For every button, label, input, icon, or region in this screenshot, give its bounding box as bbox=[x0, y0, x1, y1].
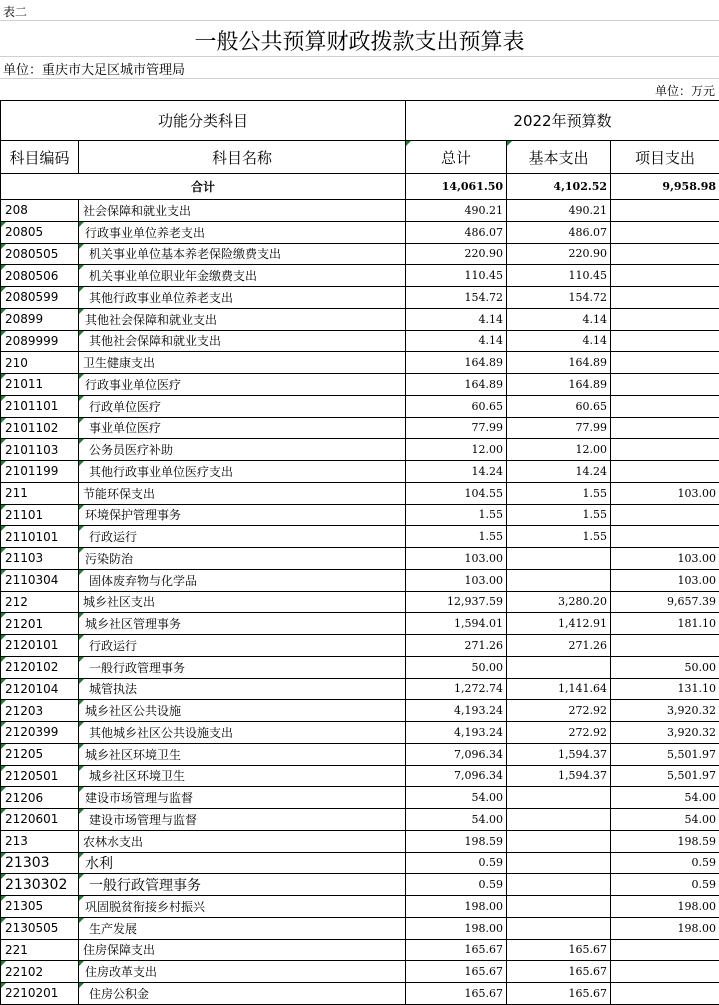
row-name: 行政事业单位医疗 bbox=[79, 374, 406, 396]
row-total: 60.65 bbox=[406, 395, 507, 417]
row-name: 住房保障支出 bbox=[79, 939, 406, 961]
row-project bbox=[611, 461, 719, 483]
row-project bbox=[611, 200, 719, 222]
row-project: 103.00 bbox=[611, 482, 719, 504]
row-total: 220.90 bbox=[406, 243, 507, 265]
row-name: 城乡社区管理事务 bbox=[79, 613, 406, 635]
row-total: 1,272.74 bbox=[406, 678, 507, 700]
table-row bbox=[1, 961, 719, 983]
header-code: 科目编码 bbox=[1, 141, 79, 174]
title-row bbox=[0, 20, 719, 57]
row-code: 2110101 bbox=[1, 526, 79, 548]
table-row bbox=[1, 700, 719, 722]
row-project: 5,501.97 bbox=[611, 765, 719, 787]
row-code: 2120501 bbox=[1, 765, 79, 787]
row-basic: 1.55 bbox=[507, 526, 611, 548]
row-project bbox=[611, 330, 719, 352]
row-name: 其他社会保障和就业支出 bbox=[79, 308, 406, 330]
total-project: 9,958.98 bbox=[611, 174, 719, 200]
table-row bbox=[1, 874, 719, 896]
row-total: 12,937.59 bbox=[406, 591, 507, 613]
row-project: 131.10 bbox=[611, 678, 719, 700]
row-total: 77.99 bbox=[406, 417, 507, 439]
row-name: 城乡社区公共设施 bbox=[79, 700, 406, 722]
row-name: 事业单位医疗 bbox=[79, 417, 406, 439]
row-code: 212 bbox=[1, 591, 79, 613]
row-code: 211 bbox=[1, 482, 79, 504]
row-name: 其他行政事业单位养老支出 bbox=[79, 287, 406, 309]
row-code: 21201 bbox=[1, 613, 79, 635]
row-code: 221 bbox=[1, 939, 79, 961]
row-project: 198.00 bbox=[611, 896, 719, 918]
budget-table-body bbox=[1, 101, 719, 1005]
row-project: 50.00 bbox=[611, 656, 719, 678]
row-basic: 4.14 bbox=[507, 308, 611, 330]
row-code: 21103 bbox=[1, 548, 79, 570]
row-project: 0.59 bbox=[611, 852, 719, 874]
row-total: 198.00 bbox=[406, 917, 507, 939]
row-name: 住房改革支出 bbox=[79, 961, 406, 983]
row-basic bbox=[507, 852, 611, 874]
row-project: 198.59 bbox=[611, 830, 719, 852]
row-basic bbox=[507, 917, 611, 939]
row-total: 0.59 bbox=[406, 852, 507, 874]
table-row bbox=[1, 395, 719, 417]
table-row bbox=[1, 656, 719, 678]
table-row bbox=[1, 743, 719, 765]
row-basic bbox=[507, 809, 611, 831]
table-row bbox=[1, 917, 719, 939]
row-basic bbox=[507, 569, 611, 591]
row-name: 一般行政管理事务 bbox=[79, 656, 406, 678]
row-total: 4,193.24 bbox=[406, 700, 507, 722]
row-total: 1.55 bbox=[406, 526, 507, 548]
row-basic: 14.24 bbox=[507, 461, 611, 483]
row-project bbox=[611, 939, 719, 961]
unit-org: 单位：重庆市大足区城市管理局 bbox=[3, 59, 185, 78]
row-basic: 272.92 bbox=[507, 700, 611, 722]
table-row bbox=[1, 417, 719, 439]
row-code: 2120399 bbox=[1, 722, 79, 744]
row-basic: 1.55 bbox=[507, 482, 611, 504]
table-row bbox=[1, 308, 719, 330]
row-basic: 490.21 bbox=[507, 200, 611, 222]
row-name: 行政运行 bbox=[79, 526, 406, 548]
table-row bbox=[1, 722, 719, 744]
row-name: 城乡社区支出 bbox=[79, 591, 406, 613]
row-code: 2120601 bbox=[1, 809, 79, 831]
row-code: 2080506 bbox=[1, 265, 79, 287]
row-total: 1,594.01 bbox=[406, 613, 507, 635]
row-code: 2120102 bbox=[1, 656, 79, 678]
row-name: 巩固脱贫衔接乡村振兴 bbox=[79, 896, 406, 918]
table-row bbox=[1, 439, 719, 461]
table-row bbox=[1, 482, 719, 504]
row-basic: 164.89 bbox=[507, 352, 611, 374]
row-code: 20899 bbox=[1, 308, 79, 330]
table-row bbox=[1, 374, 719, 396]
row-basic: 486.07 bbox=[507, 221, 611, 243]
row-basic: 12.00 bbox=[507, 439, 611, 461]
header-basic: 基本支出 bbox=[507, 141, 611, 174]
row-code: 21205 bbox=[1, 743, 79, 765]
row-code: 21305 bbox=[1, 896, 79, 918]
row-project bbox=[611, 374, 719, 396]
row-name: 机关事业单位职业年金缴费支出 bbox=[79, 265, 406, 287]
row-code: 2089999 bbox=[1, 330, 79, 352]
header-total: 总计 bbox=[406, 141, 507, 174]
header-func-class: 功能分类科目 bbox=[1, 101, 406, 141]
row-project bbox=[611, 635, 719, 657]
row-basic: 154.72 bbox=[507, 287, 611, 309]
total-row bbox=[1, 174, 719, 200]
table-row bbox=[1, 809, 719, 831]
unit-money: 单位：万元 bbox=[655, 82, 715, 99]
total-basic: 4,102.52 bbox=[507, 174, 611, 200]
budget-table bbox=[0, 100, 719, 1005]
row-basic: 60.65 bbox=[507, 395, 611, 417]
row-project: 9,657.39 bbox=[611, 591, 719, 613]
row-total: 271.26 bbox=[406, 635, 507, 657]
header-row-1 bbox=[1, 101, 719, 141]
table-row bbox=[1, 548, 719, 570]
table-row bbox=[1, 613, 719, 635]
row-basic bbox=[507, 656, 611, 678]
row-total: 54.00 bbox=[406, 787, 507, 809]
header-name: 科目名称 bbox=[79, 141, 406, 174]
row-total: 104.55 bbox=[406, 482, 507, 504]
row-code: 2080599 bbox=[1, 287, 79, 309]
row-code: 2110304 bbox=[1, 569, 79, 591]
row-basic: 77.99 bbox=[507, 417, 611, 439]
table-row bbox=[1, 852, 719, 874]
row-project: 5,501.97 bbox=[611, 743, 719, 765]
row-project bbox=[611, 243, 719, 265]
row-project: 103.00 bbox=[611, 548, 719, 570]
row-total: 110.45 bbox=[406, 265, 507, 287]
row-total: 198.59 bbox=[406, 830, 507, 852]
row-name: 建设市场管理与监督 bbox=[79, 809, 406, 831]
row-total: 165.67 bbox=[406, 983, 507, 1005]
row-name: 水利 bbox=[79, 852, 406, 874]
table-row bbox=[1, 265, 719, 287]
table-row bbox=[1, 830, 719, 852]
row-project: 54.00 bbox=[611, 809, 719, 831]
row-total: 7,096.34 bbox=[406, 765, 507, 787]
row-code: 2120101 bbox=[1, 635, 79, 657]
sheet-label: 表二 bbox=[3, 3, 27, 20]
row-total: 103.00 bbox=[406, 569, 507, 591]
row-project bbox=[611, 221, 719, 243]
row-name: 机关事业单位基本养老保险缴费支出 bbox=[79, 243, 406, 265]
row-project: 103.00 bbox=[611, 569, 719, 591]
row-total: 12.00 bbox=[406, 439, 507, 461]
sheet-label-row bbox=[0, 0, 719, 21]
table-row bbox=[1, 243, 719, 265]
row-total: 14.24 bbox=[406, 461, 507, 483]
row-code: 21101 bbox=[1, 504, 79, 526]
table-row bbox=[1, 504, 719, 526]
row-name: 行政单位医疗 bbox=[79, 395, 406, 417]
table-row bbox=[1, 352, 719, 374]
row-project bbox=[611, 287, 719, 309]
row-project: 0.59 bbox=[611, 874, 719, 896]
row-name: 农林水支出 bbox=[79, 830, 406, 852]
total-label: 合计 bbox=[1, 174, 406, 200]
row-basic: 1,141.64 bbox=[507, 678, 611, 700]
row-total: 486.07 bbox=[406, 221, 507, 243]
row-basic: 272.92 bbox=[507, 722, 611, 744]
row-total: 1.55 bbox=[406, 504, 507, 526]
row-project: 198.00 bbox=[611, 917, 719, 939]
row-project bbox=[611, 504, 719, 526]
row-total: 4.14 bbox=[406, 308, 507, 330]
row-total: 198.00 bbox=[406, 896, 507, 918]
table-row bbox=[1, 787, 719, 809]
row-basic: 271.26 bbox=[507, 635, 611, 657]
row-total: 490.21 bbox=[406, 200, 507, 222]
row-name: 一般行政管理事务 bbox=[79, 874, 406, 896]
row-name: 城管执法 bbox=[79, 678, 406, 700]
row-name: 其他社会保障和就业支出 bbox=[79, 330, 406, 352]
row-code: 2101103 bbox=[1, 439, 79, 461]
row-basic: 1,594.37 bbox=[507, 743, 611, 765]
row-code: 20805 bbox=[1, 221, 79, 243]
header-row-2 bbox=[1, 141, 719, 174]
row-basic bbox=[507, 830, 611, 852]
table-row bbox=[1, 591, 719, 613]
row-project bbox=[611, 265, 719, 287]
row-total: 103.00 bbox=[406, 548, 507, 570]
table-row bbox=[1, 896, 719, 918]
header-project: 项目支出 bbox=[611, 141, 719, 174]
row-basic: 165.67 bbox=[507, 961, 611, 983]
row-basic: 165.67 bbox=[507, 939, 611, 961]
table-row bbox=[1, 765, 719, 787]
row-name: 其他行政事业单位医疗支出 bbox=[79, 461, 406, 483]
row-code: 21011 bbox=[1, 374, 79, 396]
row-project: 3,920.32 bbox=[611, 722, 719, 744]
row-project bbox=[611, 395, 719, 417]
row-project bbox=[611, 352, 719, 374]
page-title: 一般公共预算财政拨款支出预算表 bbox=[194, 25, 524, 56]
row-code: 2101101 bbox=[1, 395, 79, 417]
row-name: 污染防治 bbox=[79, 548, 406, 570]
row-project bbox=[611, 526, 719, 548]
table-row bbox=[1, 526, 719, 548]
row-basic: 165.67 bbox=[507, 983, 611, 1005]
row-project: 181.10 bbox=[611, 613, 719, 635]
row-project bbox=[611, 308, 719, 330]
row-name: 住房公积金 bbox=[79, 983, 406, 1005]
row-name: 节能环保支出 bbox=[79, 482, 406, 504]
unit-org-row bbox=[0, 56, 719, 79]
row-project bbox=[611, 417, 719, 439]
row-name: 固体废弃物与化学品 bbox=[79, 569, 406, 591]
row-total: 165.67 bbox=[406, 939, 507, 961]
row-code: 21203 bbox=[1, 700, 79, 722]
row-total: 0.59 bbox=[406, 874, 507, 896]
row-basic: 110.45 bbox=[507, 265, 611, 287]
row-code: 2130505 bbox=[1, 917, 79, 939]
row-name: 公务员医疗补助 bbox=[79, 439, 406, 461]
total-sum: 14,061.50 bbox=[406, 174, 507, 200]
row-project bbox=[611, 961, 719, 983]
row-code: 22102 bbox=[1, 961, 79, 983]
row-total: 164.89 bbox=[406, 374, 507, 396]
row-code: 21303 bbox=[1, 852, 79, 874]
row-code: 2120104 bbox=[1, 678, 79, 700]
row-total: 54.00 bbox=[406, 809, 507, 831]
table-row bbox=[1, 635, 719, 657]
header-budget-year: 2022年预算数 bbox=[406, 101, 719, 141]
row-name: 城乡社区环境卫生 bbox=[79, 765, 406, 787]
row-basic: 164.89 bbox=[507, 374, 611, 396]
row-basic bbox=[507, 548, 611, 570]
table-row bbox=[1, 221, 719, 243]
row-total: 7,096.34 bbox=[406, 743, 507, 765]
row-basic: 1,594.37 bbox=[507, 765, 611, 787]
table-row bbox=[1, 461, 719, 483]
row-code: 210 bbox=[1, 352, 79, 374]
table-row bbox=[1, 939, 719, 961]
row-name: 行政运行 bbox=[79, 635, 406, 657]
table-row bbox=[1, 330, 719, 352]
row-code: 2080505 bbox=[1, 243, 79, 265]
row-code: 213 bbox=[1, 830, 79, 852]
table-row bbox=[1, 678, 719, 700]
row-project: 3,920.32 bbox=[611, 700, 719, 722]
row-name: 建设市场管理与监督 bbox=[79, 787, 406, 809]
table-row bbox=[1, 569, 719, 591]
table-row bbox=[1, 200, 719, 222]
row-total: 4.14 bbox=[406, 330, 507, 352]
row-total: 164.89 bbox=[406, 352, 507, 374]
row-name: 其他城乡社区公共设施支出 bbox=[79, 722, 406, 744]
row-total: 165.67 bbox=[406, 961, 507, 983]
row-name: 环境保护管理事务 bbox=[79, 504, 406, 526]
row-total: 50.00 bbox=[406, 656, 507, 678]
row-name: 城乡社区环境卫生 bbox=[79, 743, 406, 765]
row-project bbox=[611, 439, 719, 461]
row-total: 154.72 bbox=[406, 287, 507, 309]
row-name: 卫生健康支出 bbox=[79, 352, 406, 374]
row-code: 2101199 bbox=[1, 461, 79, 483]
row-basic: 3,280.20 bbox=[507, 591, 611, 613]
row-name: 社会保障和就业支出 bbox=[79, 200, 406, 222]
row-project: 54.00 bbox=[611, 787, 719, 809]
unit-money-row bbox=[0, 78, 719, 100]
table-row bbox=[1, 287, 719, 309]
row-code: 2210201 bbox=[1, 983, 79, 1005]
row-basic: 1,412.91 bbox=[507, 613, 611, 635]
row-basic bbox=[507, 787, 611, 809]
row-basic bbox=[507, 896, 611, 918]
row-code: 21206 bbox=[1, 787, 79, 809]
row-name: 生产发展 bbox=[79, 917, 406, 939]
row-name: 行政事业单位养老支出 bbox=[79, 221, 406, 243]
row-basic: 1.55 bbox=[507, 504, 611, 526]
row-total: 4,193.24 bbox=[406, 722, 507, 744]
row-code: 2101102 bbox=[1, 417, 79, 439]
row-basic: 4.14 bbox=[507, 330, 611, 352]
row-basic bbox=[507, 874, 611, 896]
row-basic: 220.90 bbox=[507, 243, 611, 265]
row-code: 208 bbox=[1, 200, 79, 222]
row-code: 2130302 bbox=[1, 874, 79, 896]
